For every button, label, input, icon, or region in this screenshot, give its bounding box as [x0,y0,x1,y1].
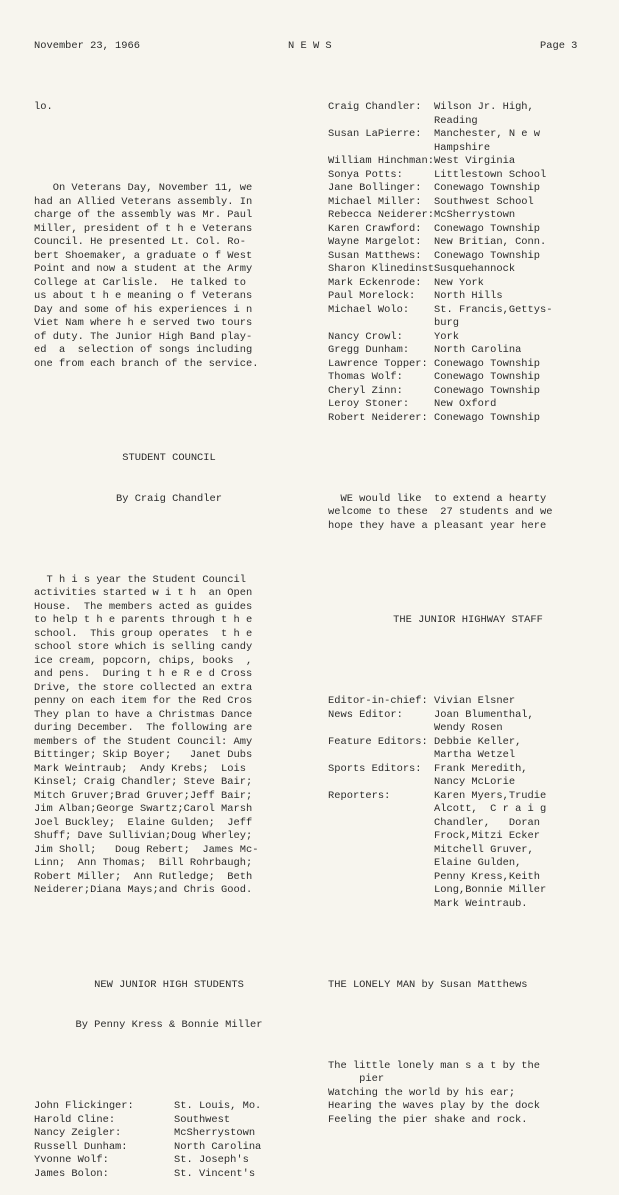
student-entry-value: West Virginia [434,155,516,167]
students-list-right [328,101,608,425]
students-byline: By Penny Kress & Bonnie Miller [75,1019,263,1031]
student-entry-label: William Hinchman: [328,155,435,167]
student-entry-value: Conewago Township [434,249,541,262]
poem-line: Feeling the pier shake and rock. [328,1113,528,1126]
staff-entry-value: Karen Myers,Trudie Alcott, C r a i g Chandler, Doran Frock,Mitzi Ecker Mitchell Gruver, Elaine Gulden, Penny Kress,Keith Long,Bonnie Miller Mark Weintraub. [434,789,547,910]
student-entry-value: Southwest [174,1113,231,1126]
poem [328,1060,608,1128]
text-line: Neiderer;Diana Mays;and Chris Good. [34,884,253,896]
text-line: members of the Student Council: Amy [34,735,253,748]
staff-entry [328,709,608,736]
student-entry [328,277,608,291]
staff-entry [328,695,608,709]
text-line: activities started w i t h an Open [34,587,253,599]
student-entry [34,1114,304,1128]
staff-entry-value: Vivian Elsner [434,695,516,707]
veterans-article [34,182,304,371]
student-entry-value: Conewago Township [434,357,541,370]
student-entry-label: Susan Matthews: [328,249,435,262]
text-line: Point and now a student at the Army [34,263,253,275]
student-entry-label: Lawrence Topper: [328,357,435,370]
text-line: T h i s year the Student Council [34,573,247,586]
council-title: STUDENT COUNCIL [122,452,216,464]
student-entry-value: North Carolina [434,344,522,356]
text-line: Jim Alban;George Swartz;Carol Marsh [34,803,253,815]
student-entry [328,385,608,399]
student-entry-value: Southwest School [434,195,534,208]
student-entry-label: Michael Miller: [328,195,435,208]
text-line: one from each branch of the service. [34,357,259,370]
text-line: They plan to have a Christmas Dance [34,708,253,721]
text-line: school store which is selling candy [34,641,253,653]
student-entry [328,344,608,358]
student-entry [328,358,608,372]
student-entry-label: Gregg Dunham: [328,344,435,356]
staff-entry-value: Frank Meredith, Nancy McLorie [434,762,528,788]
student-entry-label: Harold Cline: [34,1113,116,1126]
student-entry-value: New Britian, Conn. [434,236,547,248]
staff-entry [328,790,608,912]
staff-entry [328,763,608,790]
text-line: Mark Weintraub; Andy Krebs; Lois [34,762,247,775]
student-entry-value: Wilson Jr. High, Reading [434,101,534,127]
council-article [34,574,304,898]
student-entry [328,182,608,196]
student-entry-label: Rebecca Neiderer: [328,209,435,221]
student-entry-label: Michael Wolo: [328,303,435,316]
student-entry-label: Russell Dunham: [34,1140,128,1153]
student-entry-label: Mark Eckenrode: [328,276,435,289]
text-line: welcome to these 27 students and we [328,506,553,518]
poem-line: Watching the world by his ear; [328,1086,516,1099]
student-entry-label: Sharon Klinedinst [328,263,435,275]
student-entry-label: Jane Bollinger: [328,182,435,194]
student-entry-value: Conewago Township [434,371,541,383]
staff-entry-label: News Editor: [328,708,435,721]
text-line: to help t h e parents through t h e [34,614,253,626]
text-line: bert Shoemaker, a graduate o f West [34,249,253,262]
text-line: Jim Sholl; Doug Rebert; James Mc- [34,843,259,856]
text-line: On Veterans Day, November 11, we [34,182,253,194]
staff-entry-value: Joan Blumenthal, Wendy Rosen [434,708,534,734]
student-entry [328,223,608,237]
student-entry-value: Conewago Township [434,384,541,397]
student-entry-value: St. Joseph's [174,1154,249,1166]
right-column [328,74,608,1141]
continued-fragment: lo. [34,101,53,113]
student-entry-value: New Oxford [434,398,497,410]
student-entry-label: Nancy Crowl: [328,330,435,343]
text-line: school. This group operates t h e [34,627,253,640]
student-entry [328,250,608,264]
text-line: Linn; Ann Thomas; Bill Rohrbaugh; [34,857,253,869]
council-byline: By Craig Chandler [115,492,222,505]
newspaper-title: N E W S [288,40,332,52]
text-line: Day and some of his experiences i n [34,303,253,316]
student-entry [34,1141,304,1155]
student-entry [328,236,608,250]
staff-entry-label: Sports Editors: [328,762,435,775]
student-entry-value: Manchester, N e w Hampshire [434,128,541,154]
student-entry-value: St. Louis, Mo. [174,1100,262,1112]
student-entry-label: Leroy Stoner: [328,398,435,410]
student-entry-label: Thomas Wolf: [328,371,435,383]
staff-entry [328,736,608,763]
staff-entry-label: Reporters: [328,789,435,802]
welcome-paragraph [328,493,608,534]
student-entry-label: Paul Morelock: [328,290,435,302]
poem-title: THE LONELY MAN by Susan Matthews [328,978,528,991]
student-entry [328,263,608,277]
student-entry [34,1154,304,1168]
text-line: College at Carlisle. He talked to [34,276,247,289]
text-line: Shuff; Dave Sullivian;Doug Wherley; [34,830,253,842]
text-line: charge of the assembly was Mr. Paul [34,209,253,221]
students-list-left [34,1100,304,1181]
student-entry [328,169,608,183]
student-entry-value: McSherrystown [174,1127,256,1139]
student-entry [34,1127,304,1141]
text-line: Joel Buckley; Elaine Gulden; Jeff [34,816,253,829]
student-entry-value: St. Vincent's [174,1167,256,1180]
poem-line: Hearing the waves play by the dock [328,1100,541,1112]
text-line: Miller, president of t h e Veterans [34,222,253,235]
text-line: penny on each item for the Red Cros [34,695,253,707]
page-header [0,40,619,54]
text-line: House. The members acted as guides [34,600,253,613]
student-entry-value: New York [434,276,484,289]
student-entry-label: Craig Chandler: [328,101,435,113]
text-line: Viet Nam where h e served two tours [34,317,253,329]
text-line: ed a selection of songs including [34,344,253,356]
text-line: Bittinger; Skip Boyer; Janet Dubs [34,749,253,761]
staff-list [328,695,608,911]
student-entry-label: James Bolon: [34,1167,109,1180]
student-entry-label: Wayne Margelot: [328,236,435,248]
student-entry-value: Susquehannock [434,263,516,275]
student-entry-value: St. Francis,Gettys- burg [434,303,553,329]
student-entry-value: North Carolina [174,1140,262,1153]
text-line: Council. He presented Lt. Col. Ro- [34,236,247,248]
student-entry [328,155,608,169]
text-line: WE would like to extend a hearty [328,492,547,505]
poem-line: pier [328,1073,385,1085]
text-line: and pens. During t h e R e d Cross [34,668,253,680]
text-line: had an Allied Veterans assembly. In [34,195,253,208]
staff-entry-value: Debbie Keller, Martha Wetzel [434,735,522,761]
text-line: Drive, the store collected an extra [34,681,253,694]
student-entry-value: North Hills [434,290,503,302]
student-entry [328,196,608,210]
student-entry-value: Conewago Township [434,182,541,194]
student-entry [328,371,608,385]
student-entry [328,331,608,345]
text-line: hope they have a pleasant year here [328,519,547,532]
student-entry [328,290,608,304]
issue-date: November 23, 1966 [34,40,141,52]
student-entry-value: York [434,330,459,343]
student-entry-label: Cheryl Zinn: [328,384,435,397]
student-entry-label: Karen Crawford: [328,222,435,235]
text-line: Robert Miller; Ann Rutledge; Beth [34,870,253,883]
student-entry [328,304,608,331]
student-entry-label: Sonya Potts: [328,168,435,181]
student-entry-value: Conewago Township [434,411,541,424]
student-entry-label: Nancy Zeigler: [34,1127,122,1139]
student-entry-value: Conewago Township [434,222,541,235]
text-line: during December. The following are [34,722,253,734]
text-line: Mitch Gruver;Brad Gruver;Jeff Bair; [34,789,253,802]
student-entry-value: Littlestown School [434,168,547,181]
student-entry-label: John Flickinger: [34,1100,134,1112]
text-line: us about t h e meaning o f Veterans [34,290,253,302]
page-number: Page 3 [540,40,578,52]
student-entry-value: McSherrystown [434,209,516,221]
student-entry [328,398,608,412]
student-entry-label: Susan LaPierre: [328,128,435,140]
left-column [34,74,304,1195]
student-entry [328,128,608,155]
text-line: of duty. The Junior High Band play- [34,330,253,343]
staff-entry-label: Feature Editors: [328,735,435,748]
staff-title: THE JUNIOR HIGHWAY STAFF [393,614,543,626]
student-entry [328,101,608,128]
students-title: NEW JUNIOR HIGH STUDENTS [94,978,244,991]
text-line: ice cream, popcorn, chips, books , [34,654,253,667]
student-entry [34,1100,304,1114]
student-entry-label: Robert Neiderer: [328,411,435,424]
student-entry [34,1168,304,1182]
student-entry [328,209,608,223]
text-line: Kinsel; Craig Chandler; Steve Bair; [34,776,253,788]
poem-line: The little lonely man s a t by the [328,1059,541,1072]
student-entry [328,412,608,426]
staff-entry-label: Editor-in-chief: [328,695,435,707]
student-entry-label: Yvonne Wolf: [34,1154,109,1166]
